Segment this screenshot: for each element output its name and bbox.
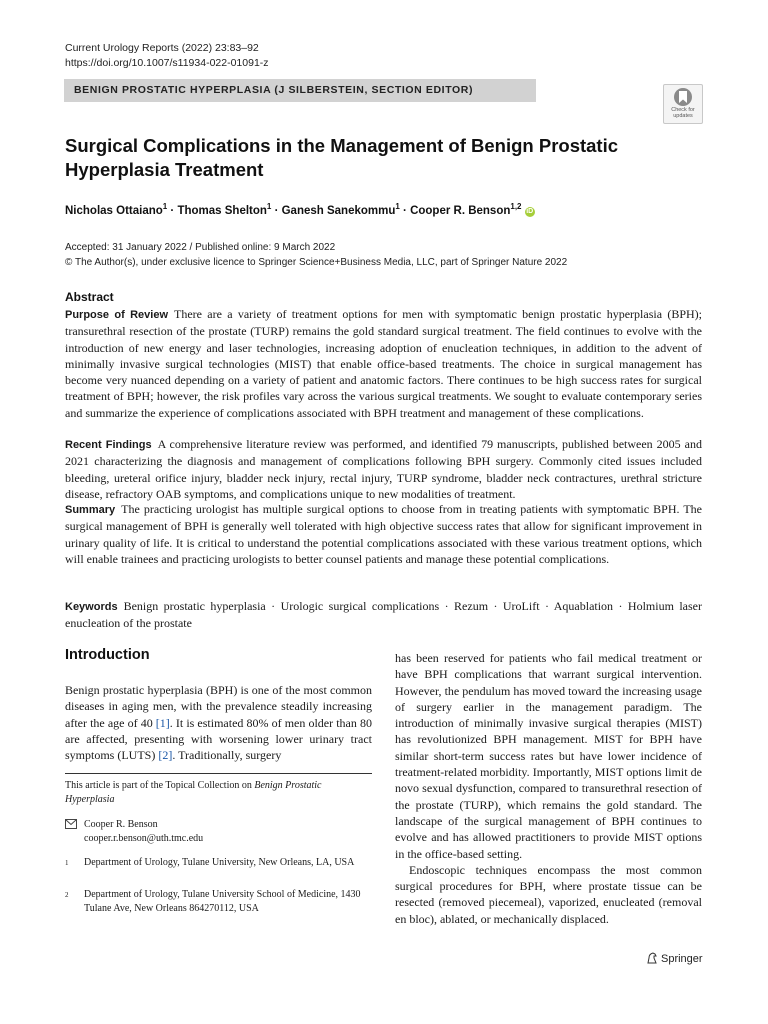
keywords-label: Keywords [65, 601, 118, 613]
abstract-purpose [65, 306, 702, 421]
affiliation-text: Department of Urology, Tulane University School of Medicine, 1430 Tulane Ave, New Orleans 864270112, USA [84, 889, 361, 914]
keywords-text: Benign prostatic hyperplasia · Urologic surgical complications · Rezum · UroLift · Aquablation · Holmium laser enucleation of the prostate [65, 599, 702, 631]
author-name[interactable]: Thomas Shelton [177, 204, 267, 217]
intro-text: Benign prostatic hyperplasia (BPH) is one of the most common diseases in aging men, with the prevalence steadily increasing after the age of 40 [65, 683, 372, 730]
findings-label: Recent Findings [65, 439, 152, 451]
bookmark-icon [674, 88, 692, 106]
journal-header [65, 41, 269, 71]
section-label: BENIGN PROSTATIC HYPERPLASIA (J SILBERSTEIN, SECTION EDITOR) [64, 79, 536, 102]
author-separator: · [167, 204, 178, 217]
check-for-label: Check for [671, 107, 695, 113]
affiliation-number: 1 [65, 859, 69, 867]
affiliation-text: Department of Urology, Tulane University, New Orleans, LA, USA [84, 857, 355, 868]
findings-text: A comprehensive literature review was performed, and identified 79 manuscripts, published between 2005 and 2021 characterizing the diagnosis and management of complications following BPH surgery. Commonly cited issues included bleeding, ureteral orifice injury, bladder neck injury, rectal injury, TURP syndrome, bladder neck contractures, urethral stricture disease, refractory OAB symptoms, and complications unique to new modalities of treatment. [65, 437, 702, 501]
author-affiliation: 1 [266, 202, 272, 211]
author-separator: · [271, 204, 282, 217]
copyright-line: © The Author(s), under exclusive licence to Springer Science+Business Media, LLC, part of Springer Nature 2022 [65, 257, 568, 268]
note-collection-name: Benign Prostatic Hyperplasia [65, 780, 322, 805]
updates-label: updates [673, 113, 693, 119]
springer-horse-icon [646, 952, 658, 967]
affiliation-1 [65, 856, 372, 870]
intro-paragraph-left [65, 682, 372, 763]
doi-link[interactable]: https://doi.org/10.1007/s11934-022-01091-z [65, 57, 269, 69]
journal-citation: Current Urology Reports (2022) 23:83–92 [65, 42, 259, 54]
purpose-label: Purpose of Review [65, 309, 169, 321]
author-affiliation: 1 [162, 202, 168, 211]
introduction-heading: Introduction [65, 647, 150, 663]
intro-text: . Traditionally, surgery [172, 748, 282, 763]
affiliation-2 [65, 888, 372, 916]
orcid-icon[interactable]: iD [526, 207, 534, 215]
note-text: This article is part of the Topical Collection on [65, 780, 255, 791]
citation-link[interactable]: [2] [158, 748, 173, 763]
corresponding-email[interactable]: cooper.r.benson@uth.tmc.edu [84, 833, 204, 844]
author-separator: · [399, 204, 411, 217]
author-name[interactable]: Ganesh Sanekommu [281, 204, 396, 217]
corresponding-author [65, 818, 372, 846]
accepted-published-dates: Accepted: 31 January 2022 / Published online: 9 March 2022 [65, 242, 336, 253]
envelope-icon [65, 819, 77, 834]
author-name[interactable]: Cooper R. Benson [410, 204, 511, 217]
intro-paragraph: has been reserved for patients who fail medical treatment or have BPH complications that warrant surgical intervention. However, the pendulum has moved toward the increasing usage of surgery earlier in the management paradigm. The introduction of minimally invasive surgical therapies (MIST) has revolutionized BPH management. MIST for BPH have similar short-term success rates but have lower incidence of treatment-related morbidity. Importantly, MIST options limit de novo sexual dysfunction, compared to transurethral resection of the prostate (TURP), which remains the gold standard. The landscape of the surgical management of BPH continues to evolve and has allowed practitioners to provide MIST options in the office-based setting. [395, 651, 702, 861]
intro-paragraph-right [395, 650, 702, 927]
check-for-updates-badge[interactable] [663, 84, 703, 124]
publication-dates [65, 240, 567, 270]
title-line-2: Hyperplasia Treatment [65, 159, 264, 180]
abstract-summary [65, 501, 702, 567]
author-affiliation: 1 [395, 202, 400, 211]
abstract-heading: Abstract [65, 290, 114, 304]
citation-link[interactable]: [1] [155, 715, 170, 730]
title-line-1: Surgical Complications in the Management of Benign Prostatic [65, 135, 619, 156]
intro-text: . It is estimated 80% of men older than 80 are affected, presenting with worsening lower urinary tract symptoms (LUTS) [65, 715, 372, 763]
publisher-logo [646, 952, 703, 967]
author-affiliation: 1,2 [510, 202, 522, 211]
author-name[interactable]: Nicholas Ottaiano [65, 204, 163, 217]
keywords [65, 598, 702, 632]
purpose-text: There are a variety of treatment options for men with symptomatic benign prostatic hyperplasia (BPH); transurethral resection of the prostate (TURP) remains the gold standard surgical treatment. The field continues to evolve with the introduction of new energy and laser technologies, increasing adoption of enucleation techniques, in addition to the advent of minimally invasive surgical technologies (MIST) that enable office-based treatments. The choice in surgical management has become very nuanced depending on a variety of patient and anatomic factors. There continues to be high success rates for surgical treatment of BPH; however, the risk profiles vary across the various surgical treatments. We sought to evaluate contemporary series and summarize the experience of complications associated with BPH treatment and management of these complications. [65, 307, 702, 420]
author-list [65, 202, 535, 217]
article-title [65, 134, 685, 182]
intro-paragraph: Endoscopic techniques encompass the most common surgical procedures for BPH, where prostate tissue can be resected (removed piecemeal), vaporized, enucleated (removal en bloc), ablated, or mechanically displaced. [395, 862, 702, 926]
footnote-divider [65, 773, 372, 774]
affiliation-number: 2 [65, 891, 69, 899]
topical-collection-note [65, 779, 372, 807]
abstract-findings [65, 436, 702, 502]
publisher-name: Springer [661, 953, 703, 965]
summary-text: The practicing urologist has multiple surgical options to choose from in treating patients with symptomatic BPH. The surgical management of BPH is generally well tolerated with high objective success rates that allow for significant improvement in urinary quality of life. It is critical to understand the potential complications associated with these various treatment options, which will enable trainees and practicing urologists to better counsel patients and manage these potential complications. [65, 502, 702, 566]
summary-label: Summary [65, 504, 116, 516]
corresponding-name: Cooper R. Benson [84, 819, 158, 830]
